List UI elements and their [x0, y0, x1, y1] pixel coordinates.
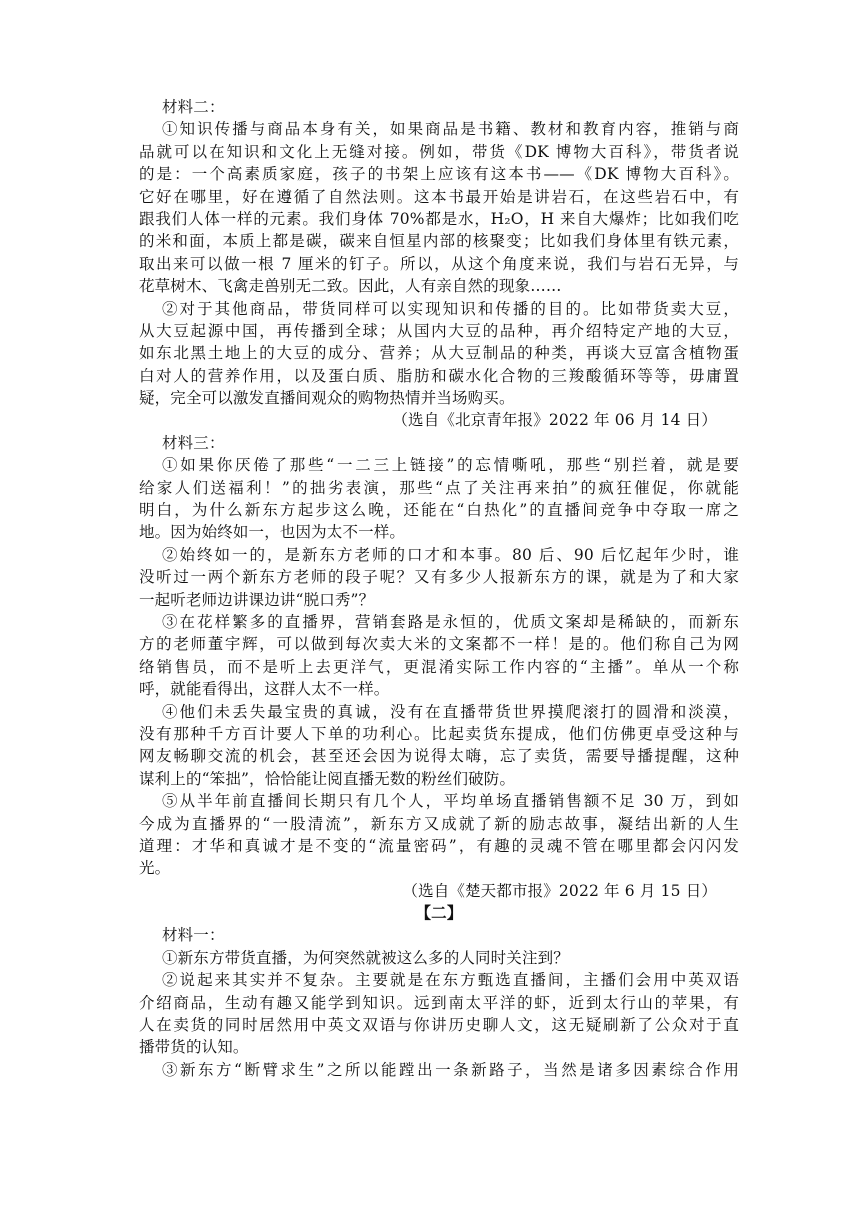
text-line: ③在花样繁多的直播界，营销套路是永恒的，优质文案却是稀缺的，而新东 — [162, 612, 739, 631]
text-line: ①新东方带货直播，为何突然就被这么多的人同时关注到？ — [162, 948, 569, 967]
text-line: ④他们未丢失最宝贵的真诚，没有在直播带货世界摸爬滚打的圆滑和淡漠， — [162, 702, 739, 721]
text-line: 播带货的认知。 — [139, 1038, 249, 1057]
text-line: 今成为直播界的“一股清流”，新东方又成就了新的励志故事，凝结出新的人生 — [139, 814, 739, 833]
text-line: 白对人的营养作用，以及蛋白质、脂肪和碳水化合物的三羧酸循环等等，毋庸置 — [139, 366, 739, 385]
text-line: 人在卖货的同时居然用中英文双语与你讲历史聊人文，这无疑刷新了公众对于直 — [139, 1016, 739, 1035]
text-line: 道理：才华和真诚才是不变的“流量密码”，有趣的灵魂不管在哪里都会闪闪发 — [139, 836, 739, 855]
text-line: 【二】 — [415, 903, 463, 923]
text-line: ②始终如一的，是新东方老师的口才和本事。80 后、90 后忆起年少时，谁 — [162, 545, 739, 564]
text-line: 呼，就能看得出，这群人太不一样。 — [139, 680, 390, 699]
text-line: 的米和面，本质上都是碳，碳来自恒星内部的核聚变；比如我们身体里有铁元素， — [139, 232, 739, 251]
text-line: 取出来可以做一根 7 厘米的钉子。所以，从这个角度来说，我们与岩石无异，与 — [139, 254, 739, 273]
text-line: 明白，为什么新东方起步这么晚，还能在“白热化”的直播间竞争中夺取一席之 — [139, 501, 739, 520]
document-page — [139, 96, 739, 1081]
text-line: 网友畅聊交流的机会，甚至还会因为说得太嗨，忘了卖货，需要导播提醒，这种 — [139, 747, 739, 766]
text-line: 谋利上的“笨拙”，恰恰能让阅直播无数的粉丝们破防。 — [139, 769, 516, 788]
text-line: 花草树木、飞禽走兽别无二致。因此，人有亲自然的现象…… — [139, 277, 562, 296]
text-line: 材料二： — [162, 98, 225, 116]
text-line: 材料三： — [162, 433, 225, 452]
text-line: 地。因为始终如一，也因为太不一样。 — [139, 523, 406, 542]
text-line: 没听过一两个新东方老师的段子呢？又有多少人报新东方的课，就是为了和大家 — [139, 568, 739, 587]
text-line: （选自《楚天都市报》2022 年 6 月 15 日） — [402, 881, 717, 900]
text-line: ②说起来其实并不复杂。主要就是在东方甄选直播间，主播们会用中英双语 — [162, 971, 739, 990]
text-line: ②对于其他商品，带货同样可以实现知识和传播的目的。比如带货卖大豆， — [162, 299, 739, 318]
text-line: 从大豆起源中国，再传播到全球；从国内大豆的品种，再介绍特定产地的大豆， — [139, 321, 739, 340]
text-line: 跟我们人体一样的元素。我们身体 70%都是水，H₂O，H 来自大爆炸；比如我们吃 — [139, 209, 739, 228]
text-line: 络销售员，而不是听上去更洋气，更混淆实际工作内容的“主播”。单从一个称 — [139, 657, 739, 676]
text-line: 它好在哪里，好在遵循了自然法则。这本书最开始是讲岩石，在这些岩石中，有 — [139, 187, 739, 206]
text-line: 没有那种千方百计要人下单的功利心。比起卖货东提成，他们仿佛更卓受这种与 — [139, 724, 739, 743]
text-line: ①如果你厌倦了那些“一二三上链接”的忘情嘶吼，那些“别拦着，就是要 — [162, 456, 739, 475]
text-line: 如东北黑土地上的大豆的成分、营养；从大豆制品的种类，再谈大豆富含植物蛋 — [139, 344, 739, 363]
text-line: ⑤从半年前直播间长期只有几个人，平均单场直播销售额不足 30 万，到如 — [162, 792, 739, 811]
text-line: 品就可以在知识和文化上无缝对接。例如，带货《DK 博物大百科》，带货者说 — [139, 142, 739, 161]
text-line: 的是：一个高素质家庭，孩子的书架上应该有这本书——《DK 博物大百科》。 — [139, 165, 739, 184]
text-line: （选自《北京青年报》2022 年 06 月 14 日） — [392, 411, 717, 430]
text-line: 材料一： — [162, 926, 225, 945]
text-line: 一起听老师边讲课边讲“脱口秀”？ — [139, 590, 375, 609]
text-line: 介绍商品，生动有趣又能学到知识。远到南太平洋的虾，近到太行山的苹果，有 — [139, 993, 739, 1012]
text-line: ③新东方“断臂求生”之所以能蹚出一条新路子，当然是诸多因素综合作用 — [162, 1060, 739, 1079]
text-line: 方的老师董宇辉，可以做到每次卖大米的文案都不一样！是的。他们称自己为网 — [139, 635, 739, 654]
text-line: ①知识传播与商品本身有关，如果商品是书籍、教材和教育内容，推销与商 — [162, 120, 739, 139]
text-line: 给家人们送福利！”的拙劣表演，那些“点了关注再来拍”的疯狂催促，你就能 — [139, 478, 739, 497]
text-line: 疑，完全可以激发直播间观众的购物热情并当场购买。 — [139, 389, 515, 408]
text-line: 光。 — [139, 859, 171, 878]
